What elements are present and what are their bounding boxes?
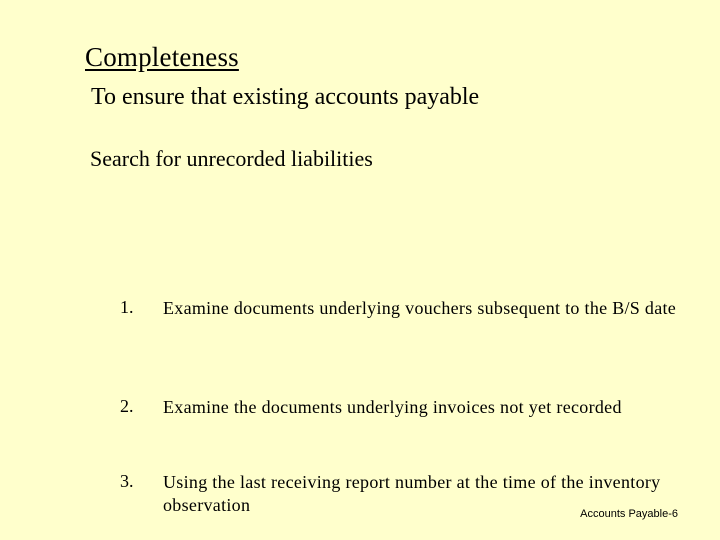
step-text: Examine the documents underlying invoices not yet recorded <box>163 397 622 417</box>
slide-title: Completeness <box>85 42 239 72</box>
footer-page-label: Accounts Payable-6 <box>580 508 678 520</box>
section-heading: Search for unrecorded liabilities <box>90 146 373 171</box>
step-text: Examine documents underlying vouchers subsequent to the B/S date <box>163 298 677 318</box>
step-number: 3. <box>120 471 134 491</box>
step-number: 2. <box>120 396 134 416</box>
step-text: Using the last receiving report number at the time of the inventory observation <box>163 472 661 515</box>
slide-subtitle: To ensure that existing accounts payable <box>91 84 480 110</box>
step-number: 1. <box>120 297 134 317</box>
